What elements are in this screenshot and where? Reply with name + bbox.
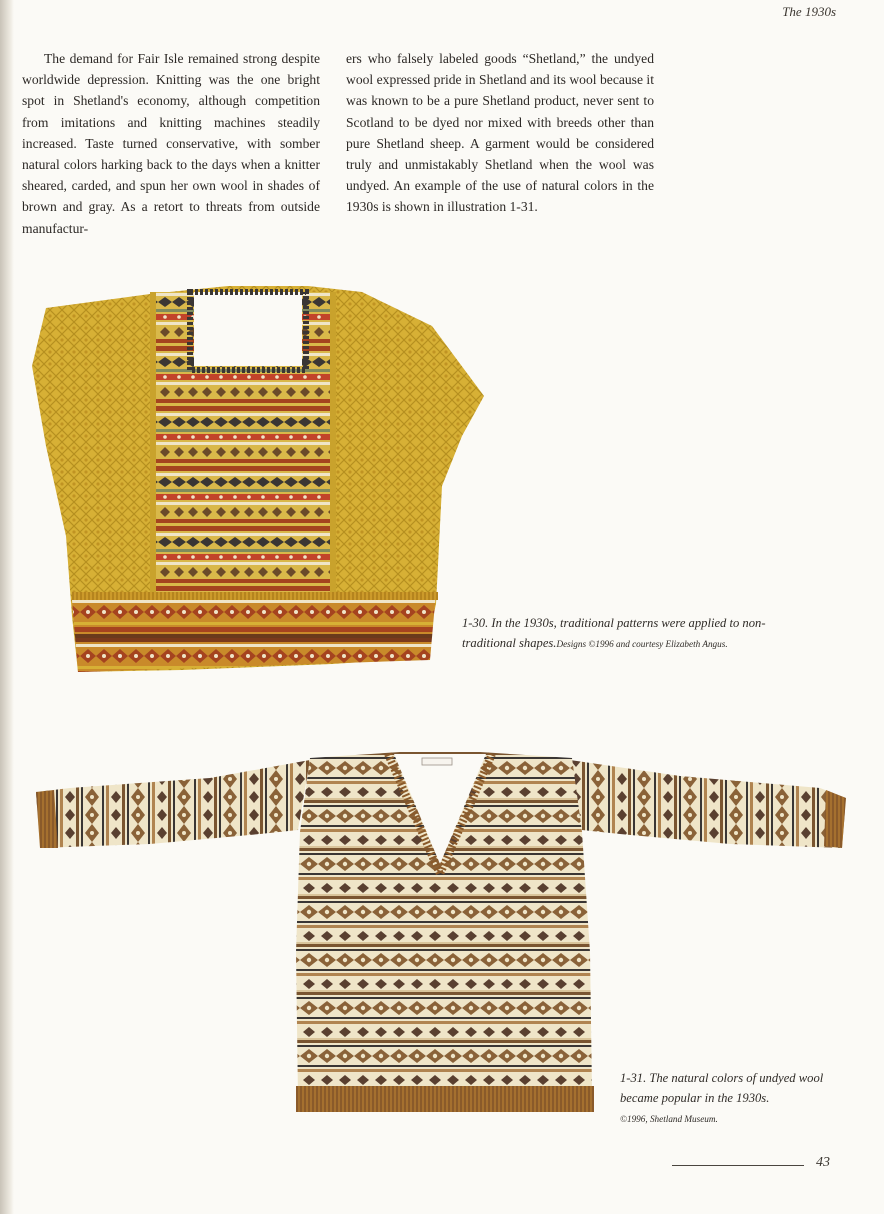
figure-1-30-photo	[32, 286, 492, 678]
body-text-right-column	[346, 48, 654, 218]
left-sleeve	[36, 760, 310, 848]
hem-rib	[296, 1086, 594, 1112]
page-gutter-shadow	[0, 0, 14, 1214]
running-header: The 1930s	[782, 4, 836, 19]
caption-text: 1-31. The natural colors of undyed wool became popular in the 1930s.	[620, 1071, 824, 1105]
page-number: 43	[816, 1155, 830, 1170]
paragraph: ers who falsely labeled goods “Shetland,” the undyed wool expressed pride in Shetland and its wool because it was known to be a pure Shetland product, never sent to Scotland to be dyed nor mixed with breeds other than pure Shetland sheep. A garment would be considered truly and unmistakably Shetland when the wool was undyed. An example of the use of natural colors in the 1930s is shown in illustration 1-31.	[346, 51, 654, 215]
paragraph: The demand for Fair Isle remained strong despite worldwide depression. Knitting was the one bright spot in Shetland's economy, although competition from imitations and knitting machines steadily increased. Taste turned conservative, with somber natural colors harking back to the days when a knitter sheared, carded, and spun her own wool in shades of brown and gray. As a retort to threats from outside manufactur-	[22, 51, 320, 236]
mustard-sweater-illustration	[32, 286, 492, 678]
figure-1-31-caption	[620, 1068, 852, 1129]
caption-credit: Designs ©1996 and courtesy Elizabeth Angus.	[556, 639, 728, 649]
figure-1-30-caption	[462, 613, 792, 654]
right-sleeve	[570, 760, 846, 848]
footer-rule	[672, 1165, 804, 1166]
garment-label	[422, 758, 452, 765]
caption-credit: ©1996, Shetland Museum.	[620, 1114, 718, 1124]
hem-band	[72, 592, 436, 672]
caption-text: 1-30. In the 1930s, traditional patterns were applied to non-traditional shapes.	[462, 616, 766, 650]
body-text-left-column	[22, 48, 320, 239]
